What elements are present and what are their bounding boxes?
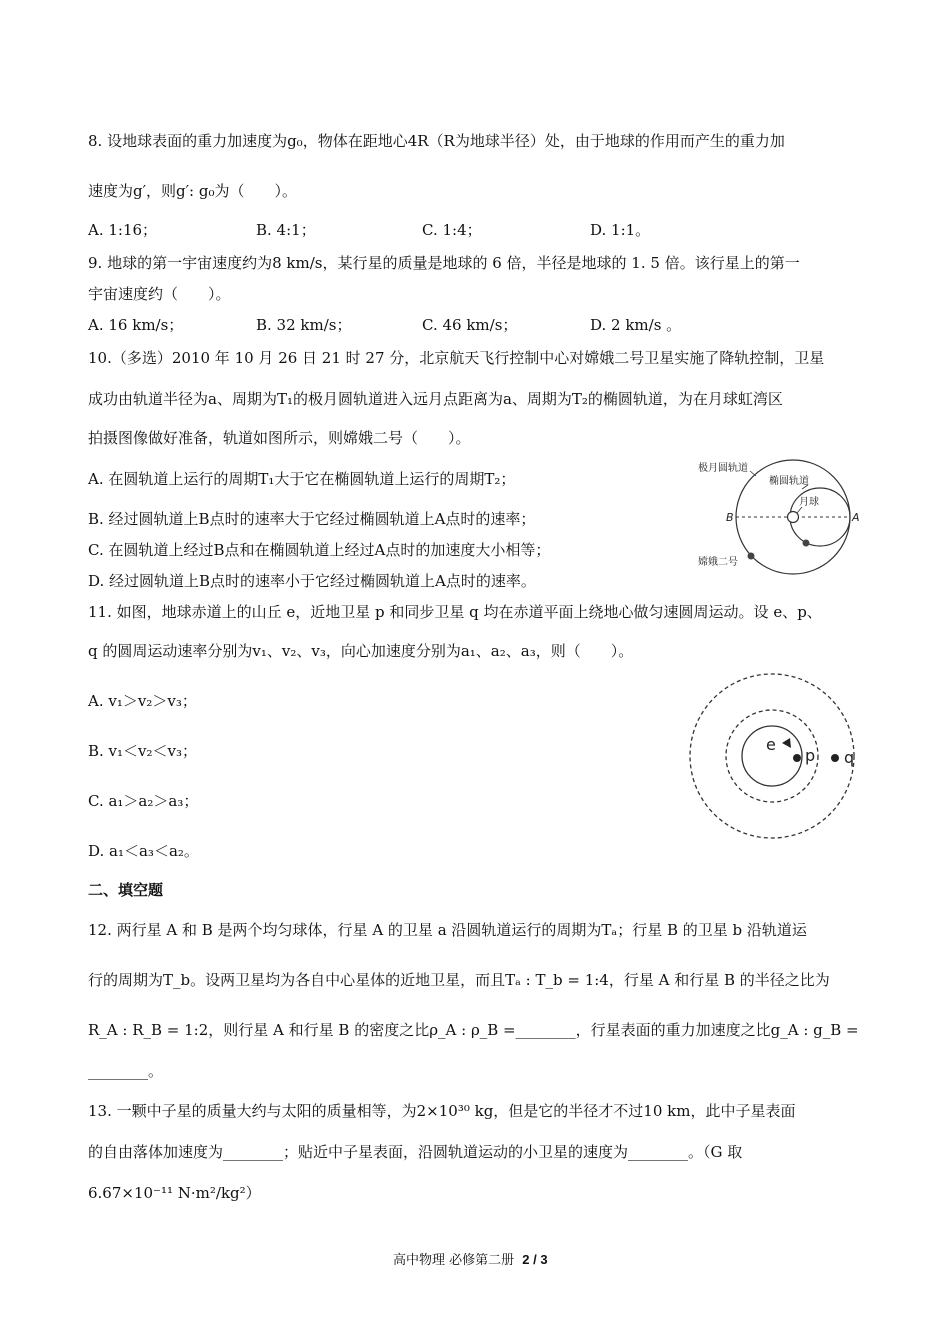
- q12-line1: 12. 两行星 A 和 B 是两个均匀球体，行星 A 的卫星 a 沿圆轨道运行的周期为Tₐ；行星 B 的卫星 b 沿轨道运: [88, 921, 807, 939]
- q11-option-d: D. a₁＜a₃＜a₂。: [88, 842, 199, 860]
- footer-page-number: 2 / 3: [522, 1252, 548, 1267]
- label-point-b: B: [726, 511, 734, 524]
- q9-line1: 9. 地球的第一宇宙速度约为8 km/s，某行星的质量是地球的 6 倍，半径是地球的 1. 5 倍。该行星上的第一: [88, 254, 800, 272]
- q10-line1: 10.（多选）2010 年 10 月 26 日 21 时 27 分，北京航天飞行控制中心对嫦娥二号卫星实施了降轨控制，卫星: [88, 349, 825, 367]
- q9-option-b: B. 32 km/s；: [256, 316, 352, 334]
- label-p: p: [805, 746, 816, 765]
- satellite-p: [793, 754, 801, 762]
- q11-option-b: B. v₁＜v₂＜v₃；: [88, 742, 198, 760]
- q11-line1: 11. 如图，地球赤道上的山丘 e，近地卫星 p 和同步卫星 q 均在赤道平面上绕地心做匀速圆周运动。设 e、p、: [88, 603, 822, 621]
- label-q: q: [844, 748, 855, 767]
- q10-line3: 拍摄图像做好准备，轨道如图所示，则嫦娥二号（ ）。: [88, 429, 471, 447]
- footer-book-title: 高中物理 必修第二册: [393, 1253, 515, 1268]
- label-point-a: A: [852, 511, 860, 524]
- q8-line2: 速度为g′，则g′: g₀为（ ）。: [88, 182, 297, 200]
- q12-line3: R_A : R_B = 1:2，则行星 A 和行星 B 的密度之比ρ_A : ρ_B =________，行星表面的重力加速度之比g_A : g_B =: [88, 1021, 859, 1039]
- outer-orbit-q: [690, 674, 854, 838]
- q13-line2: 的自由落体加速度为________；贴近中子星表面，沿圆轨道运动的小卫星的速度为________。（G 取: [88, 1143, 743, 1161]
- q10-line2: 成功由轨道半径为a、周期为T₁的极月圆轨道进入远月点距离为a、周期为T₂的椭圆轨道，为在月球虹湾区: [88, 390, 783, 408]
- label-moon: 月球: [799, 497, 819, 508]
- q11-option-c: C. a₁＞a₂＞a₃；: [88, 792, 199, 810]
- q9-option-c: C. 46 km/s；: [422, 316, 518, 334]
- q13-line3: 6.67×10⁻¹¹ N·m²/kg²）: [88, 1184, 261, 1202]
- q11-line2: q 的圆周运动速率分别为v₁、v₂、v₃，向心加速度分别为a₁、a₂、a₃，则（ ）。: [88, 642, 634, 660]
- q9-line2: 宇宙速度约（ ）。: [88, 285, 231, 303]
- page-footer: [393, 1250, 548, 1271]
- section-fill-in-heading: 二、填空题: [88, 881, 164, 899]
- satellite-q: [831, 754, 839, 762]
- q11-option-a: A. v₁＞v₂＞v₃；: [88, 692, 197, 710]
- q10-option-b: B. 经过圆轨道上B点时的速率大于它经过椭圆轨道上A点时的速率；: [88, 510, 536, 528]
- q8-option-a: A. 1:16；: [88, 221, 158, 239]
- q9-option-d: D. 2 km/s 。: [590, 316, 682, 334]
- satellite-on-ellipse: [803, 540, 810, 547]
- q8-line1: 8. 设地球表面的重力加速度为g₀，物体在距地心4R（R为地球半径）处，由于地球的作用而产生的重力加: [88, 132, 785, 150]
- q8-option-c: C. 1:4；: [422, 221, 482, 239]
- q10-option-a: A. 在圆轨道上运行的周期T₁大于它在椭圆轨道上运行的周期T₂；: [88, 470, 516, 488]
- lunar-orbit-figure: [690, 455, 880, 590]
- rotation-arrow-icon: [782, 738, 791, 748]
- q8-option-b: B. 4:1；: [256, 221, 316, 239]
- label-ellipse-orbit: 椭圆轨道: [769, 476, 809, 487]
- q10-option-d: D. 经过圆轨道上B点时的速率小于它经过椭圆轨道上A点时的速率。: [88, 572, 536, 590]
- q13-line1: 13. 一颗中子星的质量大约与太阳的质量相等，为2×10³⁰ kg，但是它的半径才不过10 km，此中子星表面: [88, 1102, 796, 1120]
- polar-leader-line: [750, 471, 756, 476]
- q12-line4: ________。: [88, 1062, 164, 1080]
- q9-option-a: A. 16 km/s；: [88, 316, 184, 334]
- label-chang-e-2: 嫦娥二号: [698, 557, 738, 568]
- label-e: e: [766, 735, 776, 754]
- q12-line2: 行的周期为T_b。设两卫星均为各自中心星体的近地卫星，而且Tₐ : T_b = 1:4，行星 A 和行星 B 的半径之比为: [88, 971, 830, 989]
- label-polar-orbit: 极月圆轨道: [698, 463, 748, 474]
- moon-circle: [788, 512, 799, 523]
- q8-option-d: D. 1:1。: [590, 221, 651, 239]
- q10-option-c: C. 在圆轨道上经过B点和在椭圆轨道上经过A点时的加速度大小相等；: [88, 541, 551, 559]
- chang-e-2-satellite: [748, 553, 755, 560]
- earth-satellite-figure: [686, 670, 876, 845]
